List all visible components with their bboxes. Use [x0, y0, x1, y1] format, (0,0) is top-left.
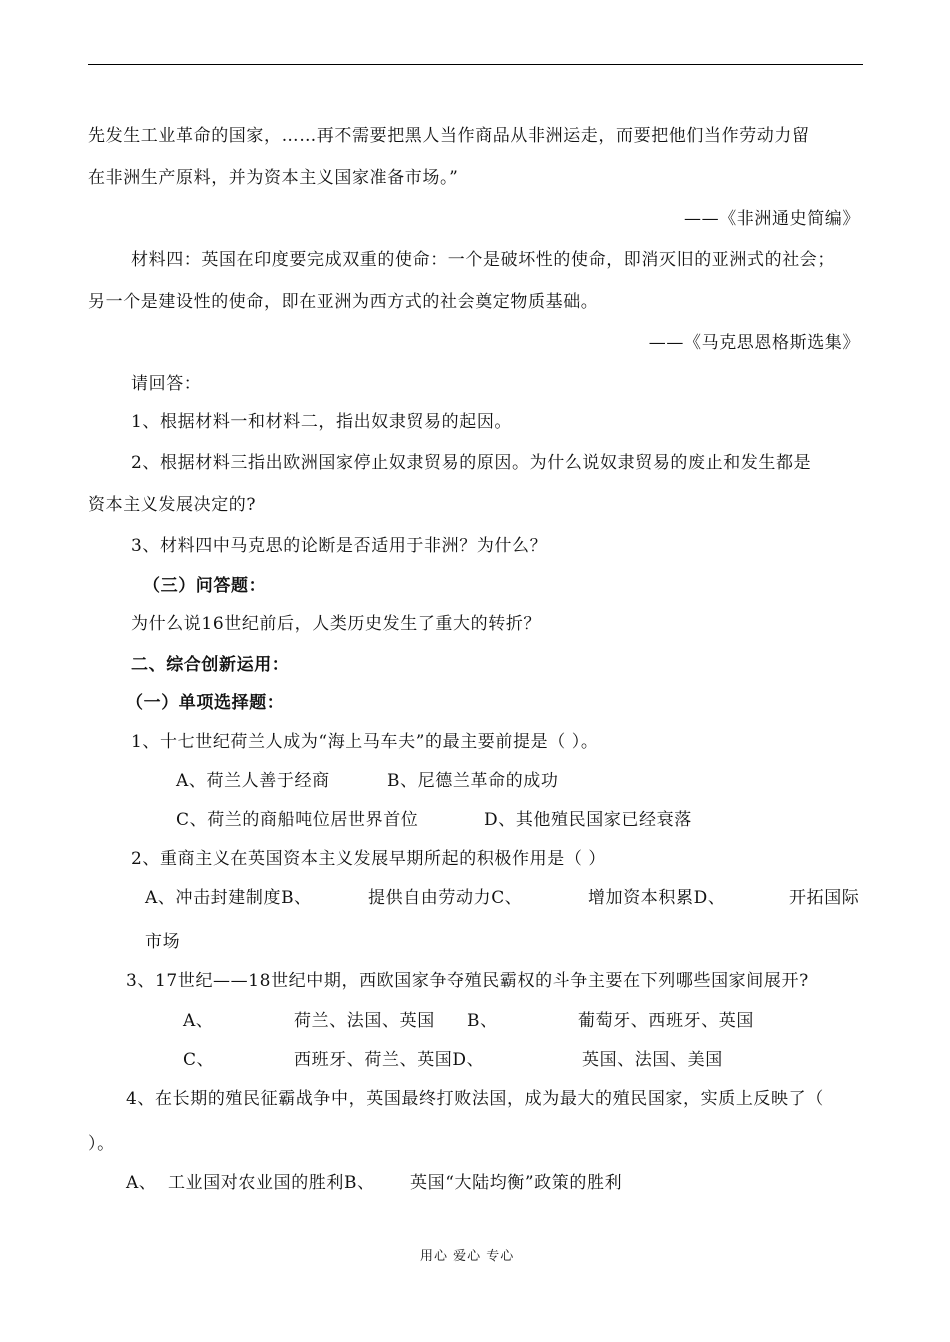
option-a: 荷兰、法国、英国: [294, 1011, 435, 1031]
text-line: ）。: [88, 1134, 115, 1154]
option-d: D、其他殖民国家已经衰落: [484, 810, 692, 830]
question-item: 4、在长期的殖民征霸战争中，英国最终打败法国，成为最大的殖民国家，实质上反映了（: [126, 1089, 824, 1109]
option-c: C、荷兰的商船吨位居世界首位: [176, 810, 419, 830]
option-b-label: B、: [467, 1011, 498, 1031]
option-d: 开拓国际: [789, 888, 860, 908]
text-line: 资本主义发展决定的?: [88, 495, 257, 515]
question-item: 1、根据材料一和材料二，指出奴隶贸易的起因。: [131, 412, 513, 432]
question-item: 3、17世纪——18世纪中期，西欧国家争夺殖民霸权的斗争主要在下列哪些国家间展开?: [126, 971, 809, 991]
option-a: A、冲击封建制度B、: [145, 888, 312, 908]
option-c: 增加资本积累D、: [588, 888, 726, 908]
option-d-continued: 市场: [145, 932, 181, 952]
text-line: 另一个是建设性的使命，即在亚洲为西方式的社会奠定物质基础。: [88, 292, 599, 312]
source-citation: ——《非洲通史简编》: [684, 209, 860, 229]
text-line: 请回答：: [131, 374, 202, 394]
section-heading: （一）单项选择题：: [126, 693, 285, 713]
option-c-label: C、: [183, 1050, 215, 1070]
option-a: A、荷兰人善于经商: [176, 771, 330, 791]
section-heading: 二、综合创新运用：: [131, 655, 290, 675]
source-citation: ——《马克思恩格斯选集》: [648, 333, 860, 353]
option-b: 葡萄牙、西班牙、英国: [578, 1011, 754, 1031]
question-item: 3、材料四中马克思的论断是否适用于非洲？为什么？: [131, 536, 548, 556]
option-b: B、尼德兰革命的成功: [387, 771, 559, 791]
option-a-label: A、: [126, 1173, 157, 1193]
option-a: 工业国对农业国的胜利B、: [168, 1173, 375, 1193]
header-rule: [88, 64, 863, 65]
text-line: 材料四：英国在印度要完成双重的使命：一个是破坏性的使命，即消灭旧的亚洲式的社会；: [131, 250, 835, 270]
option-c: 西班牙、荷兰、英国D、: [294, 1050, 485, 1070]
text-line: 在非洲生产原料，并为资本主义国家准备市场。”: [88, 168, 459, 188]
section-heading: （三）问答题：: [143, 576, 267, 596]
text-line: 为什么说16世纪前后，人类历史发生了重大的转折？: [131, 614, 542, 634]
option-b: 英国“大陆均衡”政策的胜利: [410, 1173, 623, 1193]
question-item: 1、十七世纪荷兰人成为“海上马车夫”的最主要前提是（ ）。: [131, 732, 599, 752]
option-d: 英国、法国、美国: [582, 1050, 723, 1070]
page-footer: 用心 爱心 专心: [420, 1249, 515, 1264]
question-item: 2、重商主义在英国资本主义发展早期所起的积极作用是（ ）: [131, 849, 607, 869]
option-a-label: A、: [183, 1011, 214, 1031]
question-item: 2、根据材料三指出欧洲国家停止奴隶贸易的原因。为什么说奴隶贸易的废止和发生都是: [131, 453, 812, 473]
option-b: 提供自由劳动力C、: [368, 888, 523, 908]
text-line: 先发生工业革命的国家，……再不需要把黑人当作商品从非洲运走，而要把他们当作劳动力留: [88, 126, 810, 146]
